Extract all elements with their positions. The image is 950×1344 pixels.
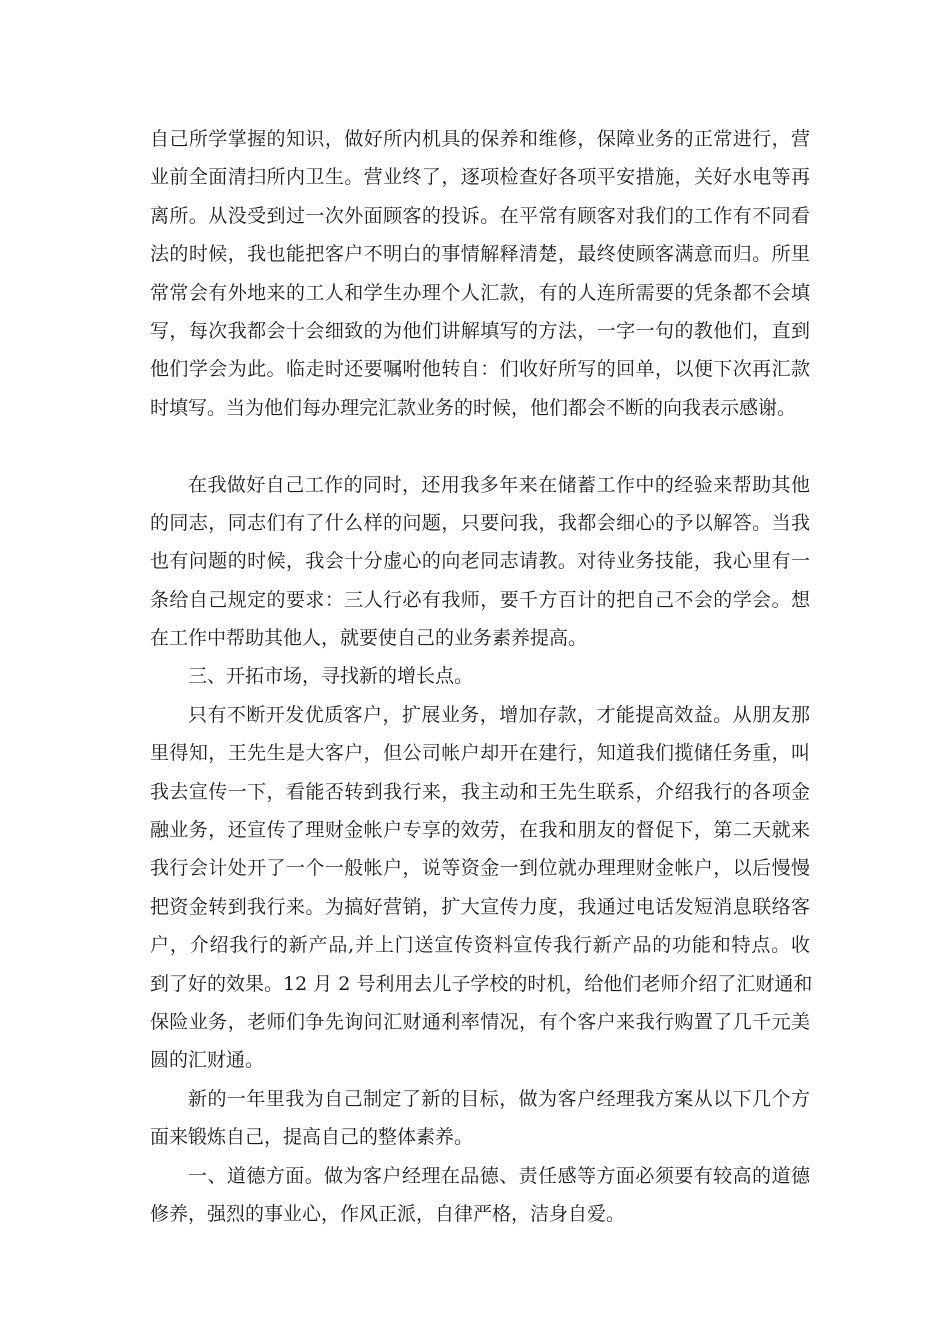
section-heading <box>150 657 810 695</box>
text-line: 在我做好自己工作的同时，还用我多年来在储蓄工作中的经验来帮助其他 <box>188 473 810 496</box>
text-line: 离所。从没受到过一次外面顾客的投诉。在平常有顾客对我们的工作有不同看 <box>150 204 810 227</box>
paragraph-gap <box>150 427 810 465</box>
text-line: 自己所学掌握的知识，做好所内机具的保养和维修，保障业务的正常进行，营 <box>150 128 810 150</box>
paragraph <box>150 120 810 427</box>
text-line: 常常会有外地来的工人和学生办理个人汇款，有的人连所需要的凭条都不会填 <box>150 281 810 304</box>
paragraph <box>150 1157 810 1234</box>
text-line: 圆的汇财通。 <box>150 1049 265 1072</box>
paragraph <box>150 466 810 658</box>
text-line: 法的时候，我也能把客户不明白的事情解释清楚，最终使顾客满意而归。所里 <box>150 243 810 266</box>
paragraph <box>150 1080 810 1157</box>
text-line: 的同志，同志们有了什么样的问题，只要问我，我都会细心的予以解答。当我 <box>150 511 810 534</box>
text-line: 一、道德方面。做为客户经理在品德、责任感等方面必须要有较高的道德 <box>188 1164 810 1187</box>
text-line: 户，介绍我行的新产品,并上门送宣传资料宣传我行新产品的功能和特点。收 <box>150 934 810 957</box>
text-line: 业前全面清扫所内卫生。营业终了，逐项检查好各项平安措施，关好水电等再 <box>150 166 810 189</box>
text-line: 修养，强烈的事业心，作风正派，自律严格，洁身自爱。 <box>150 1202 626 1225</box>
text-line: 到了好的效果。12 月 2 号利用去儿子学校的时机，给他们老师介绍了汇财通和 <box>150 972 813 995</box>
text-line: 三、开拓市场，寻找新的增长点。 <box>188 665 474 688</box>
text-line: 时填写。当为他们每办理完汇款业务的时候，他们都会不断的向我表示感谢。 <box>150 396 797 419</box>
text-line: 融业务，还宣传了理财金帐户专享的效劳，在我和朋友的督促下，第二天就来 <box>150 819 810 842</box>
text-line: 面来锻炼自己，提高自己的整体素养。 <box>150 1126 474 1149</box>
text-line: 只有不断开发优质客户，扩展业务，增加存款，才能提高效益。从朋友那 <box>188 703 810 726</box>
text-line: 里得知，王先生是大客户，但公司帐户却开在建行，知道我们揽储任务重，叫 <box>150 742 810 765</box>
text-line: 我去宣传一下，看能否转到我行来，我主动和王先生联系，介绍我行的各项金 <box>150 780 810 803</box>
text-line: 也有问题的时候，我会十分虚心的向老同志请教。对待业务技能，我心里有一 <box>150 550 810 573</box>
text-line: 新的一年里我为自己制定了新的目标，做为客户经理我方案从以下几个方 <box>188 1087 810 1110</box>
text-line: 在工作中帮助其他人，就要使自己的业务素养提高。 <box>150 627 588 650</box>
text-line: 他们学会为此。临走时还要嘱咐他转自：们收好所写的回单，以便下次再汇款 <box>150 358 810 381</box>
document-body <box>150 120 813 1233</box>
text-line: 我行会计处开了一个一般帐户，说等资金一到位就办理理财金帐户，以后慢慢 <box>150 857 810 880</box>
text-line: 写，每次我都会十会细致的为他们讲解填写的方法，一字一句的教他们，直到 <box>150 319 810 342</box>
text-line: 保险业务，老师们争先询问汇财通利率情况，有个客户来我行购置了几千元美 <box>150 1010 810 1033</box>
text-line: 条给自己规定的要求：三人行必有我师，要千方百计的把自己不会的学会。想 <box>150 588 810 611</box>
paragraph <box>150 696 813 1080</box>
text-line: 把资金转到我行来。为搞好营销，扩大宣传力度，我通过电话发短消息联络客 <box>150 895 810 918</box>
